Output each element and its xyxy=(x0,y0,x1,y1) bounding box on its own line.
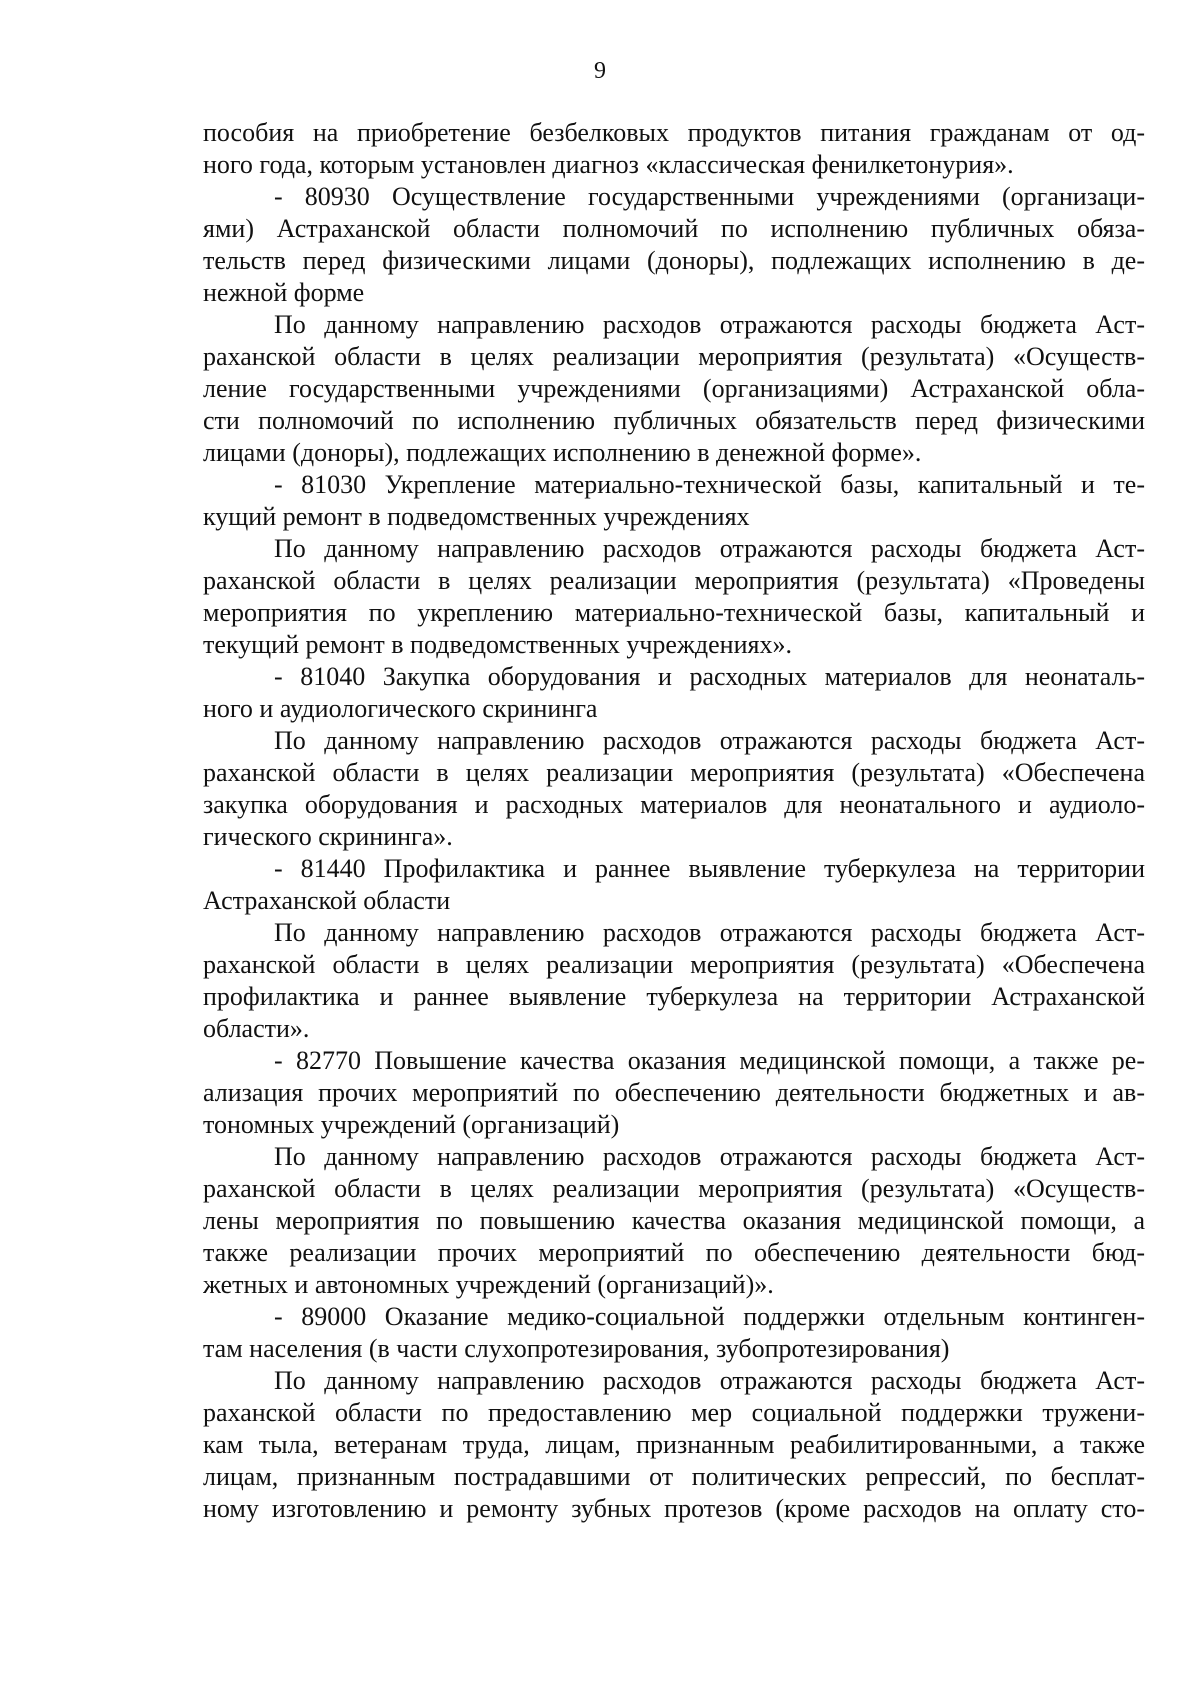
text-line: - 81030 Укрепление материально-технической базы, капитальный и те- xyxy=(274,470,1145,499)
page-number: 9 xyxy=(594,58,606,84)
text-line: По данному направлению расходов отражаются расходы бюджета Аст- xyxy=(274,310,1145,339)
text-line: текущий ремонт в подведомственных учреждениях». xyxy=(203,630,792,659)
text-line: там населения (в части слухопротезирования, зубопротезирования) xyxy=(203,1334,950,1363)
text-line: закупка оборудования и расходных материалов для неонатального и аудиоло- xyxy=(203,790,1145,819)
text-line: По данному направлению расходов отражаются расходы бюджета Аст- xyxy=(274,1142,1145,1171)
text-line: лены мероприятия по повышению качества оказания медицинской помощи, а xyxy=(203,1206,1145,1235)
body-text xyxy=(203,117,1145,1525)
text-line: раханской области по предоставлению мер социальной поддержки тружени- xyxy=(203,1398,1145,1427)
text-line: гического скрининга». xyxy=(203,822,453,851)
text-line: области». xyxy=(203,1014,310,1043)
text-line: раханской области в целях реализации мероприятия (результата) «Обеспечена xyxy=(203,950,1145,979)
text-line: также реализации прочих мероприятий по обеспечению деятельности бюд- xyxy=(203,1238,1145,1267)
text-line: тономных учреждений (организаций) xyxy=(203,1110,620,1139)
text-line: - 81440 Профилактика и раннее выявление туберкулеза на территории xyxy=(274,854,1145,883)
text-line: По данному направлению расходов отражаются расходы бюджета Аст- xyxy=(274,726,1145,755)
text-line: По данному направлению расходов отражаются расходы бюджета Аст- xyxy=(274,918,1145,947)
text-line: ному изготовлению и ремонту зубных протезов (кроме расходов на оплату сто- xyxy=(203,1494,1145,1523)
text-line: раханской области в целях реализации мероприятия (результата) «Проведены xyxy=(203,566,1145,595)
text-line: кущий ремонт в подведомственных учреждениях xyxy=(203,502,750,531)
text-line: раханской области в целях реализации мероприятия (результата) «Осуществ- xyxy=(203,342,1145,371)
text-line: ного года, которым установлен диагноз «классическая фенилкетонурия». xyxy=(203,150,1014,179)
text-line: - 89000 Оказание медико-социальной поддержки отдельным континген- xyxy=(274,1302,1145,1331)
text-line: лицами (доноры), подлежащих исполнению в денежной форме». xyxy=(203,438,922,467)
text-line: кам тыла, ветеранам труда, лицам, признанным реабилитированными, а также xyxy=(203,1430,1145,1459)
text-line: раханской области в целях реализации мероприятия (результата) «Осуществ- xyxy=(203,1174,1145,1203)
text-line: пособия на приобретение безбелковых продуктов питания гражданам от од- xyxy=(203,118,1145,147)
text-line: ление государственными учреждениями (организациями) Астраханской обла- xyxy=(203,374,1145,403)
text-line: - 82770 Повышение качества оказания медицинской помощи, а также ре- xyxy=(274,1046,1145,1075)
text-line: нежной форме xyxy=(203,278,365,307)
text-line: По данному направлению расходов отражаются расходы бюджета Аст- xyxy=(274,534,1145,563)
text-line: жетных и автономных учреждений (организаций)». xyxy=(203,1270,774,1299)
text-line: ями) Астраханской области полномочий по исполнению публичных обяза- xyxy=(203,214,1145,243)
text-line: ного и аудиологического скрининга xyxy=(203,694,598,723)
text-line: мероприятия по укреплению материально-технической базы, капитальный и xyxy=(203,598,1145,627)
text-line: - 81040 Закупка оборудования и расходных материалов для неонаталь- xyxy=(274,662,1145,691)
text-line: раханской области в целях реализации мероприятия (результата) «Обеспечена xyxy=(203,758,1145,787)
text-line: лицам, признанным пострадавшими от политических репрессий, по бесплат- xyxy=(203,1462,1145,1491)
text-line: - 80930 Осуществление государственными учреждениями (организаци- xyxy=(274,182,1145,211)
text-line: профилактика и раннее выявление туберкулеза на территории Астраханской xyxy=(203,982,1145,1011)
text-line: Астраханской области xyxy=(203,886,451,915)
text-line: тельств перед физическими лицами (доноры), подлежащих исполнению в де- xyxy=(203,246,1145,275)
text-line: По данному направлению расходов отражаются расходы бюджета Аст- xyxy=(274,1366,1145,1395)
text-line: сти полномочий по исполнению публичных обязательств перед физическими xyxy=(203,406,1145,435)
text-line: ализация прочих мероприятий по обеспечению деятельности бюджетных и ав- xyxy=(203,1078,1145,1107)
